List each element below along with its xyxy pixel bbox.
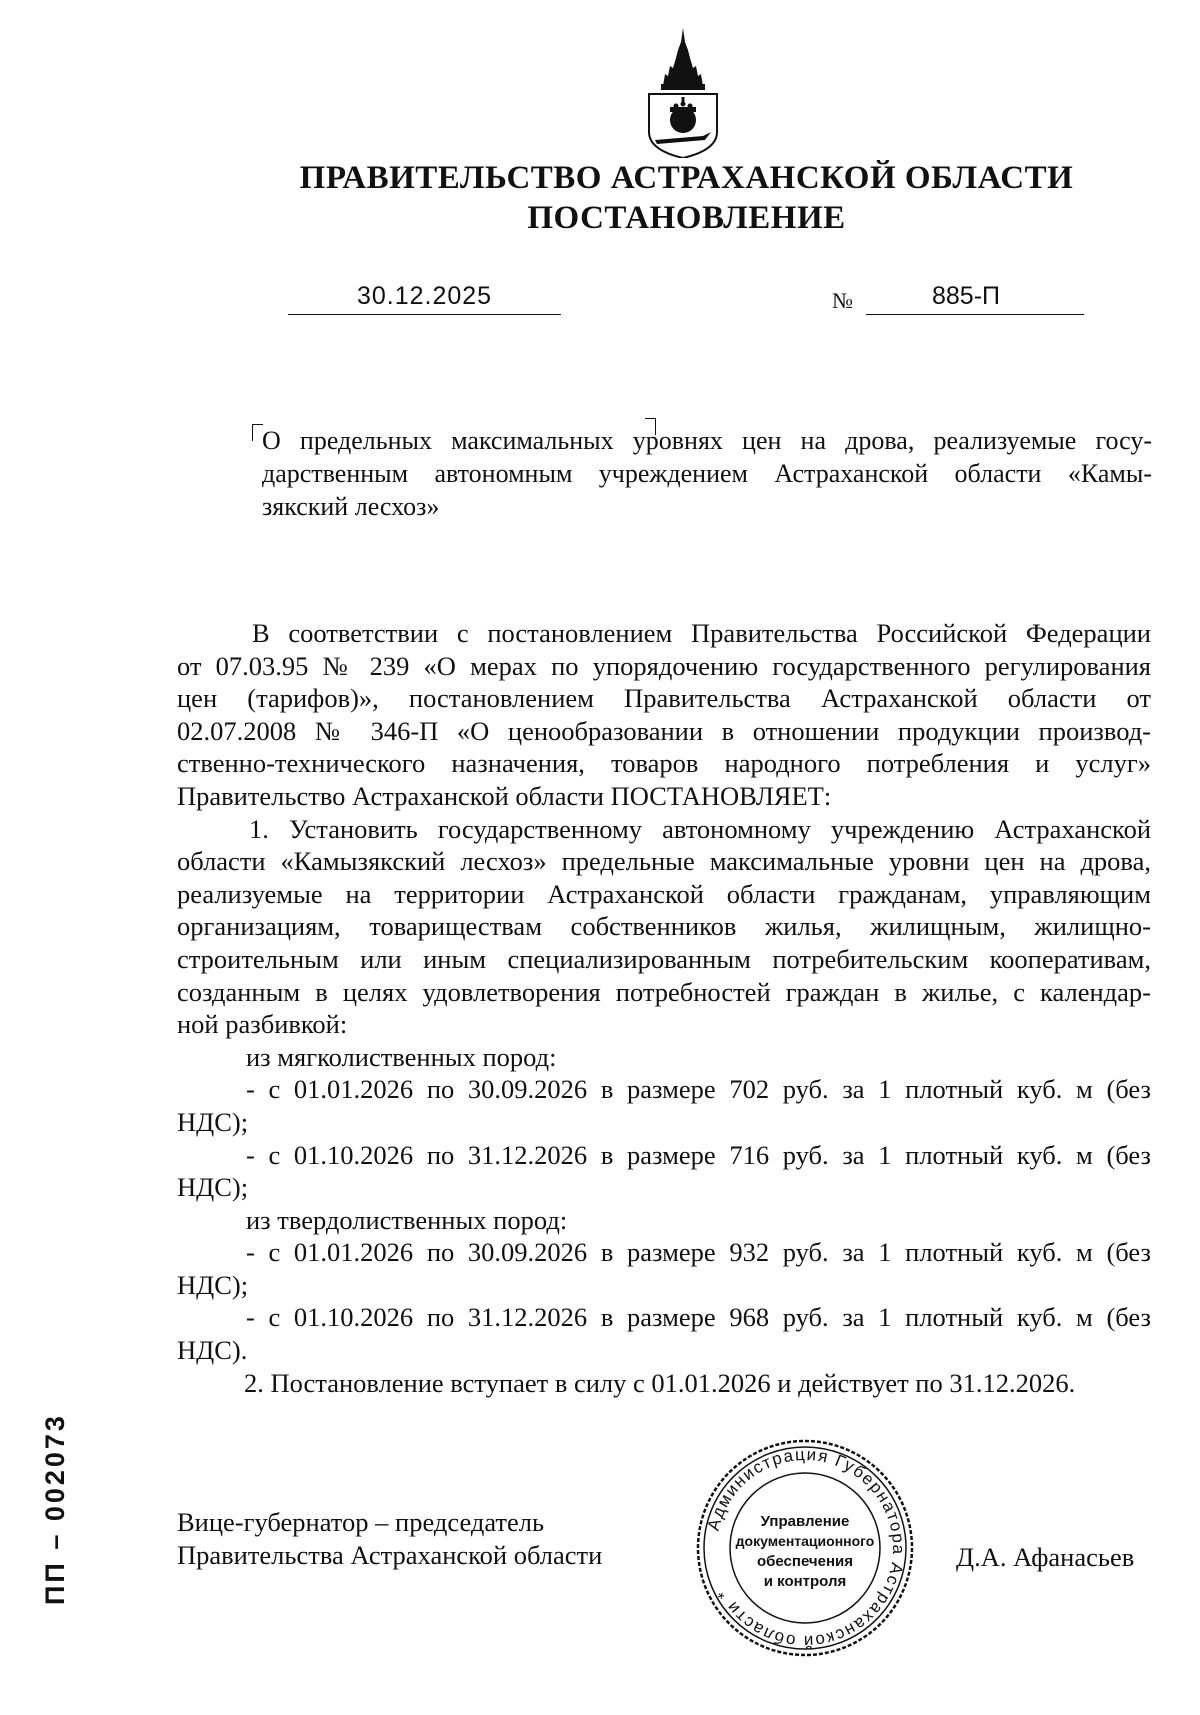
body-line: организациям, товариществам собственников жилья, жилищным, жилищно- <box>177 911 1151 942</box>
body-line: НДС). <box>177 1335 248 1366</box>
body-line: 02.07.2008 № 346-П «О ценообразовании в отношении продукции производ- <box>177 715 1151 746</box>
signatory-position <box>177 1506 602 1572</box>
header <box>0 158 1200 238</box>
body-line: Правительство Астраханской области ПОСТАНОВЛЯЕТ: <box>177 780 832 811</box>
body-line: от 07.03.95 № 239 «О мерах по упорядочению государственного регулирования <box>177 650 1151 681</box>
price-line: - с 01.01.2026 по 30.09.2026 в размере 932 руб. за 1 плотный куб. м (без <box>246 1237 1151 1268</box>
stamp-center-line: Управление <box>760 1513 850 1530</box>
price-line: - с 01.10.2026 по 31.12.2026 в размере 968 руб. за 1 плотный куб. м (без <box>246 1302 1151 1333</box>
body-line: 2. Постановление вступает в силу с 01.01.2026 и действует по 31.12.2026. <box>244 1367 1076 1398</box>
stamp-center-line: обеспечения <box>756 1553 854 1570</box>
price-line: - с 01.10.2026 по 31.12.2026 в размере 716 руб. за 1 плотный куб. м (без <box>246 1139 1151 1170</box>
price-line: - с 01.01.2026 по 30.09.2026 в размере 702 руб. за 1 плотный куб. м (без <box>246 1074 1151 1105</box>
subject-line: О предельных максимальных уровнях цен на дрова, реализуемые госу- <box>262 426 1152 455</box>
document-subject <box>262 424 1152 523</box>
document-body <box>177 617 1151 1399</box>
header-line1: ПРАВИТЕЛЬСТВО АСТРАХАНСКОЙ ОБЛАСТИ <box>299 160 1074 196</box>
stamp-center-line: и контроля <box>763 1573 847 1590</box>
body-line: ственно-технического назначения, товаров народного потребления и услуг» <box>177 748 1151 779</box>
signatory-position-line: Вице-губернатор – председатель <box>177 1507 545 1537</box>
signatory-position-line: Правительства Астраханской области <box>177 1540 603 1570</box>
body-line: НДС); <box>177 1269 249 1300</box>
subject-line: дарственным автономным учреждением Астраханской области «Камы- <box>262 459 1152 488</box>
body-line: цен (тарифов)», постановлением Правительства Астраханской области от <box>177 683 1151 714</box>
document-number: 885-П <box>931 282 1000 310</box>
body-line: В соответствии с постановлением Правительства Российской Федерации <box>252 618 1151 648</box>
body-line: реализуемые на территории Астраханской области гражданам, управляющим <box>177 878 1151 909</box>
body-line: строительным или иным специализированным потребительским кооперативам, <box>177 943 1151 974</box>
header-line2: ПОСТАНОВЛЕНИЕ <box>527 200 846 236</box>
body-line: НДС); <box>177 1106 249 1137</box>
stamp-center-line: документационного <box>735 1533 875 1549</box>
body-line: НДС); <box>177 1172 249 1203</box>
body-line: созданным в целях удовлетворения потребностей граждан в жилье, с календар- <box>177 976 1151 1007</box>
body-line: области «Камызякский лесхоз» предельные максимальные уровни цен на дрова, <box>177 846 1151 877</box>
body-line: из мягколиственных пород: <box>246 1041 557 1072</box>
official-stamp <box>695 1438 915 1658</box>
subject-line: зякский лесхоз» <box>262 492 440 521</box>
body-line: ной разбивкой: <box>177 1009 348 1040</box>
document-date: 30.12.2025 <box>356 282 493 310</box>
number-underline <box>866 314 1084 315</box>
coat-of-arms-emblem <box>643 28 723 158</box>
number-sign: № <box>832 288 853 313</box>
signatory-name: Д.А. Афанасьев <box>956 1542 1135 1572</box>
body-line: из твердолиственных пород: <box>246 1204 568 1235</box>
date-underline <box>288 314 561 315</box>
stamp-ring-text: Администрация Губернатора Астраханской области * <box>703 1444 909 1652</box>
body-line: 1. Установить государственному автономному учреждению Астраханской <box>249 813 1151 844</box>
side-registration-code: ПП – 002073 <box>40 1413 70 1605</box>
